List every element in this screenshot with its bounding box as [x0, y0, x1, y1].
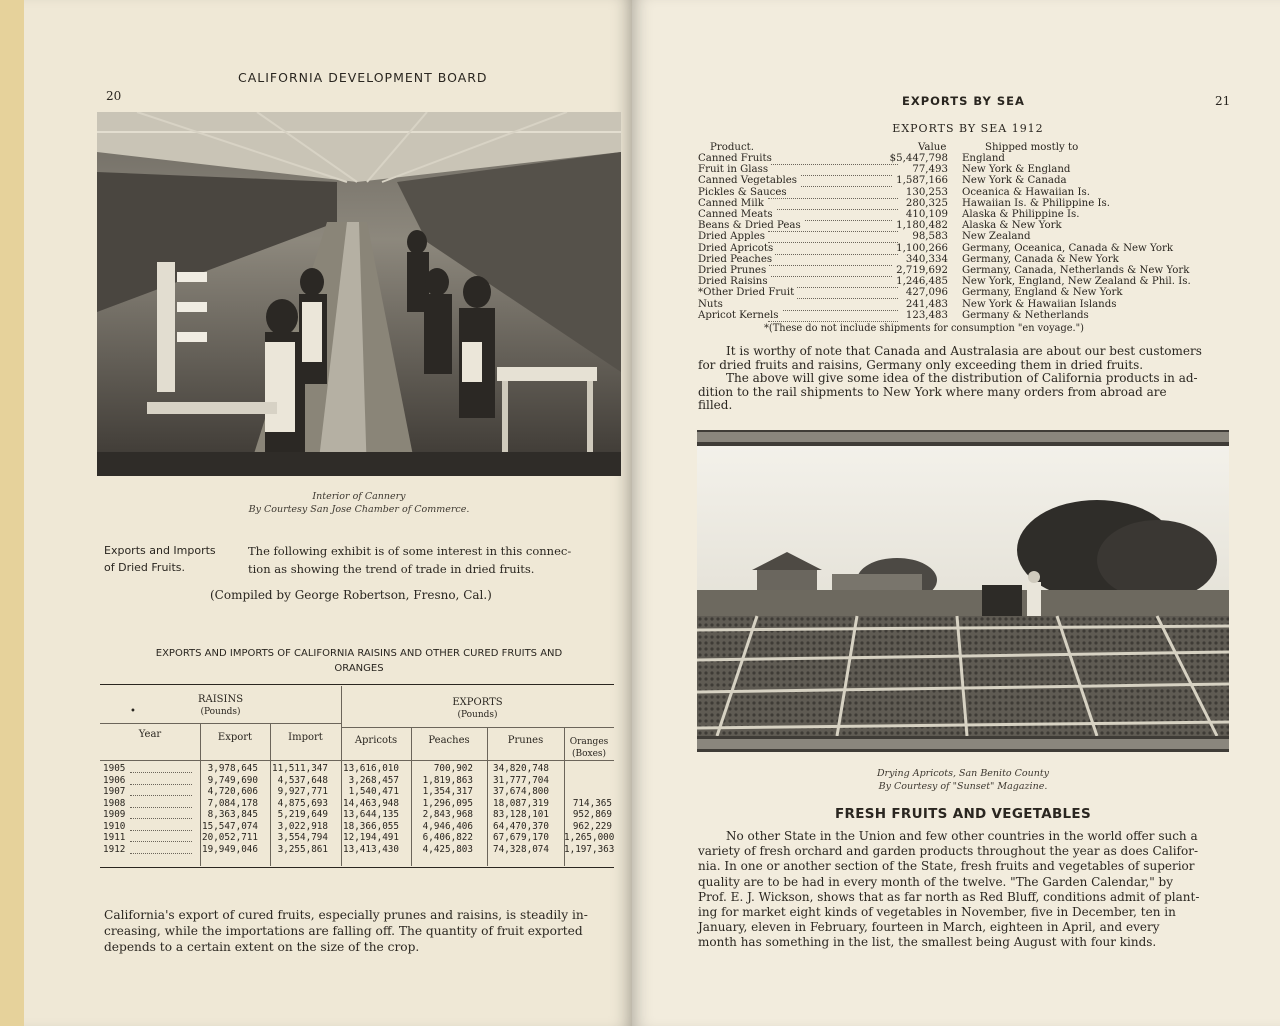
leader-dots — [768, 209, 898, 221]
exports-label: EXPORTS — [452, 697, 503, 708]
exports-destination: New York & Hawaiian Islands — [962, 298, 1117, 310]
exports-footnote: *(These do not include shipments for consumption "en voyage.") — [764, 323, 1084, 334]
exports-row — [698, 164, 1238, 175]
col-oranges — [564, 736, 614, 760]
exports-destination: Germany, England & New York — [962, 287, 1123, 299]
col-prunes: Prunes — [507, 735, 544, 746]
para-line: The above will give some idea of the distribution of California products in ad- — [726, 371, 1198, 385]
exports-row — [698, 220, 1238, 231]
exports-destination: Germany, Oceanica, Canada & New York — [962, 242, 1174, 254]
leader-dots — [130, 773, 192, 785]
table-cell-import: 3,255,861 — [277, 843, 328, 855]
leader-dots — [768, 243, 898, 255]
table-cell-export: 7,084,178 — [207, 797, 258, 809]
table-cell-year: 1908 — [103, 797, 126, 809]
table-cell-year: 1910 — [103, 820, 126, 832]
table-cell-import: 3,022,918 — [277, 820, 328, 832]
table-cell-oranges: 952,869 — [572, 809, 612, 820]
cannery-caption-credit: By Courtesy San Jose Chamber of Commerce. — [248, 504, 470, 515]
exports-value: 1,180,482 — [893, 220, 948, 231]
exports-table-title: EXPORTS BY SEA 1912 — [892, 122, 1044, 135]
exports-product: Canned Meats — [698, 209, 776, 220]
table-cell-import: 11,511,347 — [272, 763, 328, 774]
body-line: variety of fresh orchard and garden products throughout the year as does Califor- — [698, 844, 1198, 859]
table-cell-year: 1905 — [103, 763, 126, 774]
leader-dots — [768, 164, 898, 176]
exports-destination: Germany & Netherlands — [962, 309, 1089, 321]
exports-product: Canned Vegetables — [698, 175, 800, 186]
body-line: No other State in the Union and few other countries in the world offer such a — [726, 829, 1198, 843]
exports-destination: New York, England, New Zealand & Phil. Is. — [962, 276, 1191, 288]
intro-line: The following exhibit is of some interest in this connec- — [248, 544, 572, 558]
table-cell-prunes: 64,470,370 — [493, 820, 549, 832]
table-rule — [100, 723, 341, 724]
table-cell-prunes: 34,820,748 — [493, 763, 549, 774]
table-cell-import: 5,219,649 — [277, 809, 328, 820]
table-cell-peaches: 4,425,803 — [422, 843, 473, 855]
exports-value: 1,587,166 — [893, 175, 948, 186]
leader-dots — [130, 784, 192, 796]
table-cell-peaches: 6,406,822 — [422, 832, 473, 843]
table-cell-export: 15,547,074 — [202, 820, 258, 832]
closing-paragraph — [104, 907, 614, 955]
exports-destination: Germany, Canada, Netherlands & New York — [962, 265, 1190, 276]
exports-row — [698, 243, 1238, 254]
exports-product: Dried Apples — [698, 231, 768, 242]
table-cell-peaches: 2,843,968 — [422, 809, 473, 820]
side-heading-line1: Exports and Imports — [104, 544, 216, 557]
body-line: ing for market eight kinds of vegetables in November, five in December, ten in — [698, 905, 1176, 920]
closing-line: California's export of cured fruits, especially prunes and raisins, is steadily in- — [104, 908, 588, 922]
side-heading-line2: of Dried Fruits. — [104, 561, 186, 574]
col-import: Import — [288, 732, 323, 743]
body-line: quality are to be had in every month of the twelve. "The Garden Calendar," by — [698, 874, 1174, 889]
exports-row — [698, 265, 1238, 276]
exports-value: 1,100,266 — [893, 243, 948, 254]
col-value: Value — [918, 142, 947, 153]
exports-destination: Germany, Canada & New York — [962, 253, 1119, 265]
leader-dots — [130, 819, 192, 831]
exports-value: 77,493 — [909, 164, 948, 175]
exports-unit: (Pounds) — [457, 710, 498, 720]
exports-value: 123,483 — [903, 310, 948, 321]
exports-value: 410,109 — [903, 209, 948, 220]
col-shipped: Shipped mostly to — [985, 142, 1079, 153]
leader-dots — [768, 310, 898, 322]
apricots-caption-credit: By Courtesy of "Sunset" Magazine. — [878, 781, 1048, 792]
exports-destination: Oceanica & Hawaiian Is. — [962, 186, 1090, 198]
table-cell-year: 1911 — [103, 832, 126, 843]
table-cell-prunes: 67,679,170 — [493, 832, 549, 843]
table-cell-prunes: 18,087,319 — [493, 797, 549, 809]
table-cell-oranges: 962,229 — [572, 820, 612, 832]
leader-dots — [130, 830, 192, 842]
table-cell-prunes: 74,328,074 — [493, 843, 549, 855]
table-cell-apricots: 18,366,055 — [343, 820, 399, 832]
col-product: Product. — [710, 142, 754, 153]
table-title-line1: EXPORTS AND IMPORTS OF CALIFORNIA RAISINS AND OTHER CURED FRUITS AND — [155, 648, 563, 659]
table-cell-export: 4,720,606 — [207, 786, 258, 797]
exports-product: Dried Prunes — [698, 265, 769, 276]
exports-row — [698, 231, 1238, 242]
exports-value: 241,483 — [903, 299, 948, 310]
exports-product: Dried Peaches — [698, 254, 775, 265]
exports-product: Canned Milk — [698, 198, 767, 209]
exports-row — [698, 254, 1238, 265]
raisins-unit: (Pounds) — [200, 707, 241, 717]
table-cell-export: 19,949,046 — [202, 843, 258, 855]
right-page-number: 21 — [1215, 94, 1231, 108]
body-line: Prof. E. J. Wickson, shows that as far north as Red Bluff, conditions admit of plant- — [698, 889, 1200, 904]
exports-destination: New York & Canada — [962, 175, 1067, 187]
leader-dots — [768, 254, 898, 266]
col-oranges-unit: (Boxes) — [571, 749, 607, 759]
exports-product: Dried Apricots — [698, 243, 776, 254]
raisins-label: RAISINS — [197, 694, 244, 705]
table-cell-oranges: 1,265,000 — [564, 832, 615, 843]
col-export: Export — [217, 732, 253, 743]
section-heading: FRESH FRUITS AND VEGETABLES — [835, 806, 1091, 822]
table-cell-apricots: 13,616,010 — [343, 763, 399, 774]
exports-product: Pickles & Sauces — [698, 187, 790, 198]
exports-row — [698, 276, 1238, 287]
exports-value: 340,334 — [903, 254, 948, 265]
cannery-caption-title: Interior of Cannery — [312, 491, 406, 502]
side-heading — [104, 542, 244, 576]
intro-paragraph — [248, 542, 618, 578]
exports-row — [698, 175, 1238, 186]
exports-destination: England — [962, 153, 1005, 164]
closing-line: creasing, while the importations are falling off. The quantity of fruit exported — [104, 924, 583, 938]
exports-product: Dried Raisins — [698, 276, 771, 287]
exports-row — [698, 209, 1238, 220]
compiled-by: (Compiled by George Robertson, Fresno, Cal.) — [210, 588, 492, 602]
table-cell-import: 4,875,693 — [277, 797, 328, 809]
para-line: It is worthy of note that Canada and Australasia are about our best customers — [726, 344, 1202, 358]
col-peaches: Peaches — [428, 735, 470, 746]
table-cell-import: 9,927,771 — [277, 786, 328, 797]
col-oranges-label: Oranges — [569, 737, 609, 747]
exports-product: Apricot Kernels — [698, 310, 782, 321]
exports-value: 427,096 — [903, 287, 948, 298]
cannery-photo — [97, 112, 621, 476]
table-cell-export: 9,749,690 — [207, 774, 258, 786]
table-title-line2: ORANGES — [334, 663, 384, 674]
table-cell-apricots: 3,268,457 — [348, 774, 399, 786]
col-year: Year — [138, 729, 162, 740]
para-line: dition to the rail shipments to New York where many orders from abroad are — [698, 384, 1167, 399]
apricots-caption — [697, 767, 1229, 793]
table-cell-peaches: 1,354,317 — [422, 786, 473, 797]
table-cell-prunes: 37,674,800 — [493, 786, 549, 797]
book-edge — [0, 0, 24, 1026]
table-cell-oranges: 714,365 — [572, 797, 612, 809]
left-running-head: CALIFORNIA DEVELOPMENT BOARD — [238, 70, 488, 85]
exports-destination: New Zealand — [962, 231, 1031, 243]
exports-row — [698, 310, 1238, 321]
leader-dots — [130, 842, 192, 854]
exports-destination: Alaska & Philippine Is. — [962, 209, 1080, 220]
table-cell-apricots: 13,644,135 — [343, 809, 399, 820]
exports-product: Canned Fruits — [698, 153, 775, 164]
leader-dots — [130, 796, 192, 808]
leader-dots — [768, 153, 898, 165]
exports-destination: Alaska & New York — [962, 220, 1062, 232]
apricots-caption-title: Drying Apricots, San Benito County — [876, 768, 1050, 779]
exports-row — [698, 299, 1238, 310]
exports-product: Fruit in Glass — [698, 164, 771, 175]
closing-line: depends to a certain extent on the size of the crop. — [104, 940, 420, 954]
exports-row — [698, 153, 1238, 164]
right-running-head: EXPORTS BY SEA — [902, 94, 1025, 108]
table-title — [96, 646, 622, 676]
table-cell-import: 4,537,648 — [277, 774, 328, 786]
exports-product: Beans & Dried Peas — [698, 220, 804, 231]
table-cell-apricots: 12,194,491 — [343, 832, 399, 843]
exports-row — [698, 187, 1238, 198]
fresh-fruits-paragraph — [698, 829, 1232, 951]
table-cell-export: 20,052,711 — [202, 832, 258, 843]
apricots-photo — [697, 430, 1229, 752]
table-cell-oranges: 1,197,363 — [564, 843, 615, 855]
table-cell-import: 3,554,794 — [277, 832, 328, 843]
table-bullet: • — [130, 706, 136, 717]
leader-dots — [768, 198, 898, 210]
body-line: nia. In one or another section of the State, fresh fruits and vegetables of superior — [698, 859, 1195, 874]
table-cell-peaches: 4,946,406 — [422, 820, 473, 832]
left-page-number: 20 — [106, 89, 122, 103]
col-apricots: Apricots — [354, 735, 398, 746]
leader-dots — [130, 807, 192, 819]
exports-value: 2,719,692 — [893, 265, 948, 276]
exports-destination: Hawaiian Is. & Philippine Is. — [962, 197, 1110, 209]
customers-paragraph — [698, 345, 1230, 413]
table-cell-peaches: 1,819,863 — [422, 774, 473, 786]
leader-dots — [768, 276, 898, 288]
table-cell-year: 1909 — [103, 809, 126, 820]
para-line: filled. — [698, 398, 733, 412]
intro-line: tion as showing the trend of trade in dried fruits. — [248, 562, 535, 576]
table-cell-apricots: 1,540,471 — [348, 786, 399, 797]
leader-dots — [130, 761, 192, 773]
exports-value: 280,325 — [903, 198, 948, 209]
exports-value: 98,583 — [909, 231, 948, 242]
body-line: month has something in the list, the smallest being August with four kinds. — [698, 935, 1157, 950]
exports-product: Nuts — [698, 299, 726, 310]
para-line: for dried fruits and raisins, Germany only exceeding them in dried fruits. — [698, 357, 1144, 372]
table-cell-export: 8,363,845 — [207, 809, 258, 820]
table-cell-apricots: 14,463,948 — [343, 797, 399, 809]
table-cell-peaches: 700,902 — [433, 763, 473, 774]
leader-dots — [768, 231, 898, 243]
table-cell-year: 1912 — [103, 843, 126, 855]
exports-value: 130,253 — [903, 187, 948, 198]
table-cell-year: 1906 — [103, 774, 126, 786]
table-cell-apricots: 13,413,430 — [343, 843, 399, 855]
cannery-caption — [97, 490, 621, 516]
table-cell-export: 3,978,645 — [207, 763, 258, 774]
exports-product: *Other Dried Fruit — [698, 287, 797, 298]
table-cell-prunes: 83,128,101 — [493, 809, 549, 820]
exports-value: $5,447,798 — [887, 153, 948, 164]
exports-row — [698, 198, 1238, 209]
exports-row — [698, 287, 1238, 298]
table-cell-year: 1907 — [103, 786, 126, 797]
body-line: January, eleven in February, fourteen in March, eighteen in April, and every — [698, 920, 1160, 935]
exports-group-header — [341, 697, 614, 721]
table-cell-prunes: 31,777,704 — [493, 774, 549, 786]
leader-dots — [768, 265, 898, 277]
exports-value: 1,246,485 — [893, 276, 948, 287]
table-rule — [341, 727, 614, 728]
exports-destination: New York & England — [962, 164, 1071, 176]
leader-dots — [768, 299, 898, 311]
table-cell-peaches: 1,296,095 — [422, 797, 473, 809]
